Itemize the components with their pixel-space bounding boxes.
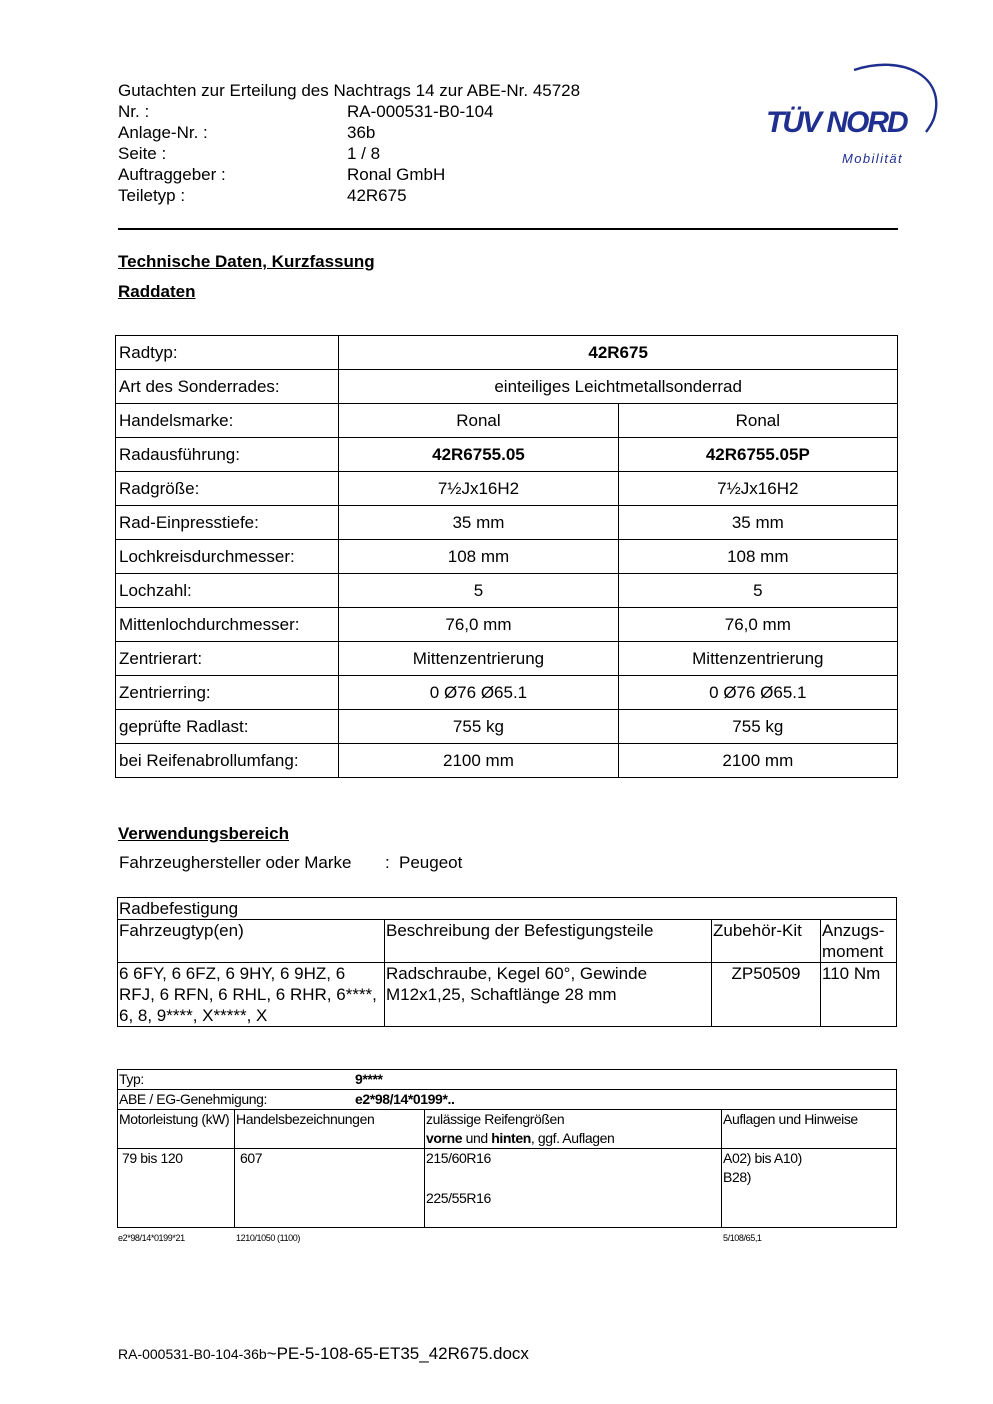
row-label: Lochzahl: [116, 574, 339, 608]
art-label: Art des Sonderrades: [116, 370, 339, 404]
seite-value: 1 / 8 [347, 144, 381, 163]
col-moment-2: moment [822, 942, 884, 961]
auftraggeber-label: Auftraggeber : [118, 165, 226, 184]
auftraggeber-value: Ronal GmbH [347, 165, 446, 184]
table-row [118, 1070, 897, 1090]
radtyp-label: Radtyp: [116, 336, 339, 370]
table-row [116, 744, 898, 778]
row-value-2: 2100 mm [618, 744, 897, 778]
befestigung-table [117, 897, 897, 1027]
table-row [116, 608, 898, 642]
table-row [116, 370, 898, 404]
row-value-1: 0 Ø76 Ø65.1 [339, 676, 618, 710]
row-label: Zentrierart: [116, 642, 339, 676]
col-reifen-1: zulässige Reifengrößen [426, 1111, 565, 1127]
footer-filename [118, 1344, 529, 1364]
zubehoer-kit: ZP50509 [712, 963, 821, 1027]
row-label: Radgröße: [116, 472, 339, 506]
table-row [116, 438, 898, 472]
reifen-values [425, 1149, 722, 1228]
col-reifen-hinten: hinten [491, 1130, 531, 1146]
row-value-2: 755 kg [618, 710, 897, 744]
nr-label: Nr. : [118, 102, 150, 121]
verwendung-heading: Verwendungsbereich [118, 824, 289, 843]
col-motor: Motorleistung (kW) [118, 1110, 235, 1149]
logo-sub: Mobilität [842, 151, 904, 166]
row-label: Radausführung: [116, 438, 339, 472]
table-row [116, 574, 898, 608]
fahrzeugtypen: 6 6FY, 6 6FZ, 6 9HY, 6 9HZ, 6 RFJ, 6 RFN, 6 RHL, 6 RHR, 6****, 6, 8, 9****, X*****, X [118, 963, 385, 1027]
table-row [116, 676, 898, 710]
table-row [118, 920, 897, 963]
row-value-1: Ronal [339, 404, 618, 438]
reifen-1: 215/60R16 [426, 1150, 491, 1166]
nr-value: RA-000531-B0-104 [347, 102, 494, 121]
row-label: Rad-Einpresstiefe: [116, 506, 339, 540]
abe-label: ABE / EG-Genehmigung: [119, 1091, 268, 1107]
col-fahrzeugtyp: Fahrzeugtyp(en) [118, 920, 385, 963]
table-row [116, 404, 898, 438]
raddaten-heading: Raddaten [118, 282, 196, 301]
tiny-hole: 5/108/65,1 [723, 1233, 762, 1243]
table-row [116, 506, 898, 540]
typ-row [118, 1070, 897, 1090]
table-row [116, 540, 898, 574]
radtyp-value: 42R675 [339, 336, 898, 370]
anlage-label: Anlage-Nr. : [118, 123, 208, 142]
logo-brand: TÜV NORD [766, 106, 907, 139]
col-reifen-und: und [462, 1130, 492, 1146]
row-value-2: 7½Jx16H2 [618, 472, 897, 506]
hersteller-sep: : [385, 853, 390, 872]
hersteller-value: Peugeot [399, 853, 463, 872]
row-value-2: 108 mm [618, 540, 897, 574]
typ-value: 9**** [355, 1071, 383, 1087]
row-value-2: 5 [618, 574, 897, 608]
row-value-2: Ronal [618, 404, 897, 438]
handel-value: 607 [235, 1149, 425, 1228]
table-row [116, 336, 898, 370]
table-row [116, 472, 898, 506]
footer-large: ~PE-5-108-65-ET35_42R675.docx [266, 1344, 529, 1363]
teiletyp-value: 42R675 [347, 186, 407, 205]
hersteller-label: Fahrzeughersteller oder Marke [119, 853, 352, 872]
table-row [118, 1110, 897, 1149]
anzugsmoment: 110 Nm [821, 963, 897, 1027]
abe-value: e2*98/14*0199*.. [355, 1091, 455, 1107]
col-handel: Handelsbezeichnungen [235, 1110, 425, 1149]
document-title: Gutachten zur Erteilung des Nachtrags 14 zur ABE-Nr. 45728 [118, 81, 581, 100]
col-moment [821, 920, 897, 963]
row-value-1: 2100 mm [339, 744, 618, 778]
col-moment-1: Anzugs- [822, 921, 885, 940]
col-reifen-rest: , ggf. Auflagen [530, 1130, 615, 1146]
auflagen-values [722, 1149, 897, 1228]
row-value-1: 5 [339, 574, 618, 608]
table-row [116, 642, 898, 676]
reifen-2: 225/55R16 [426, 1190, 491, 1206]
row-label: Zentrierring: [116, 676, 339, 710]
col-reifen-vorne: vorne [426, 1130, 463, 1146]
row-value-2: 35 mm [618, 506, 897, 540]
col-reifen [425, 1110, 722, 1149]
auflagen-2: B28) [723, 1169, 751, 1185]
row-value-1: 42R6755.05 [339, 438, 618, 472]
row-value-1: Mittenzentrierung [339, 642, 618, 676]
table-row [118, 1090, 897, 1110]
row-label: Mittenlochdurchmesser: [116, 608, 339, 642]
art-value: einteiliges Leichtmetallsonderrad [339, 370, 898, 404]
row-value-2: 76,0 mm [618, 608, 897, 642]
teiletyp-label: Teiletyp : [118, 186, 186, 205]
raddaten-table [115, 335, 898, 778]
row-value-1: 108 mm [339, 540, 618, 574]
abe-row [118, 1090, 897, 1110]
table-row [118, 963, 897, 1027]
footer-small: RA-000531-B0-104-36b [118, 1346, 267, 1362]
beschreibung: Radschraube, Kegel 60°, Gewinde M12x1,25, Schaftlänge 28 mm [385, 963, 712, 1027]
seite-label: Seite : [118, 144, 167, 163]
header-divider [118, 228, 898, 230]
row-value-2: 42R6755.05P [618, 438, 897, 472]
anlage-value: 36b [347, 123, 376, 142]
row-label: bei Reifenabrollumfang: [116, 744, 339, 778]
col-auflagen: Auflagen und Hinweise [722, 1110, 897, 1149]
motor-value: 79 bis 120 [118, 1149, 235, 1228]
row-value-1: 7½Jx16H2 [339, 472, 618, 506]
tech-heading: Technische Daten, Kurzfassung [118, 252, 375, 271]
row-value-1: 76,0 mm [339, 608, 618, 642]
row-value-1: 35 mm [339, 506, 618, 540]
row-label: geprüfte Radlast: [116, 710, 339, 744]
table-row [116, 710, 898, 744]
tiny-abe: e2*98/14*0199*21 [118, 1233, 185, 1243]
typ-table [117, 1069, 897, 1228]
row-value-2: 0 Ø76 Ø65.1 [618, 676, 897, 710]
table-row [118, 898, 897, 920]
auflagen-1: A02) bis A10) [723, 1150, 802, 1166]
typ-label: Typ: [119, 1071, 144, 1087]
row-value-1: 755 kg [339, 710, 618, 744]
tuev-nord-logo [762, 56, 942, 171]
table-row [118, 1149, 897, 1228]
col-beschreibung: Beschreibung der Befestigungsteile [385, 920, 712, 963]
col-kit: Zubehör-Kit [712, 920, 821, 963]
row-label: Lochkreisdurchmesser: [116, 540, 339, 574]
row-value-2: Mittenzentrierung [618, 642, 897, 676]
tiny-weights: 1210/1050 (1100) [236, 1233, 300, 1243]
befestigung-title: Radbefestigung [118, 898, 897, 920]
row-label: Handelsmarke: [116, 404, 339, 438]
